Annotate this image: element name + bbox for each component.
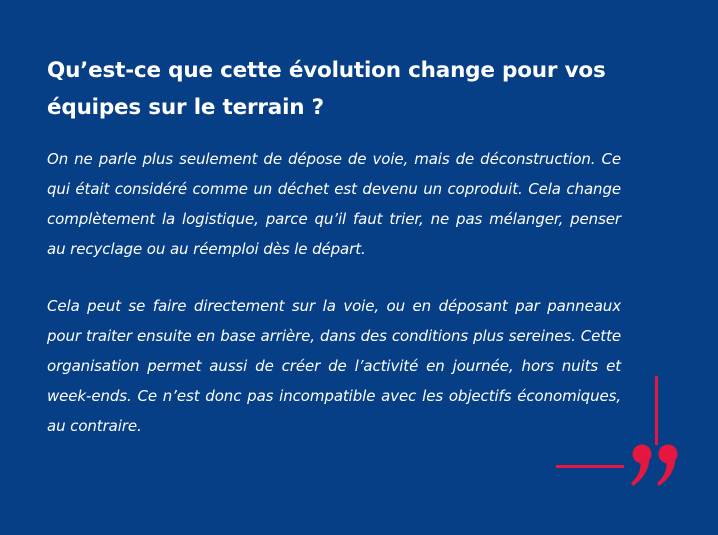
answer-paragraph-1: On ne parle plus seulement de dépose de voie, mais de déconstruction. Ce qui était considéré comme un déchet est devenu un coproduit. Cela change complètement la logistique, parce qu’il faut trier, ne pas mélanger, penser au recyclage ou au réemploi dès le départ.: [47, 150, 621, 258]
interview-question: Qu’est-ce que cette évolution change pour vos équipes sur le terrain ?: [47, 58, 606, 120]
quote-vertical-rule: [655, 376, 658, 445]
quote-horizontal-rule: [556, 465, 624, 468]
answer-paragraph-2: Cela peut se faire directement sur la voie, ou en déposant par panneaux pour traiter ensuite en base arrière, dans des conditions plus sereines. Cette organisation permet aussi de créer de l’activité en journée, hors nuits et week-ends. Ce n’est donc pas incompatible avec les objectifs économiques, au contraire.: [47, 297, 621, 435]
closing-quote-icon: [630, 441, 684, 489]
